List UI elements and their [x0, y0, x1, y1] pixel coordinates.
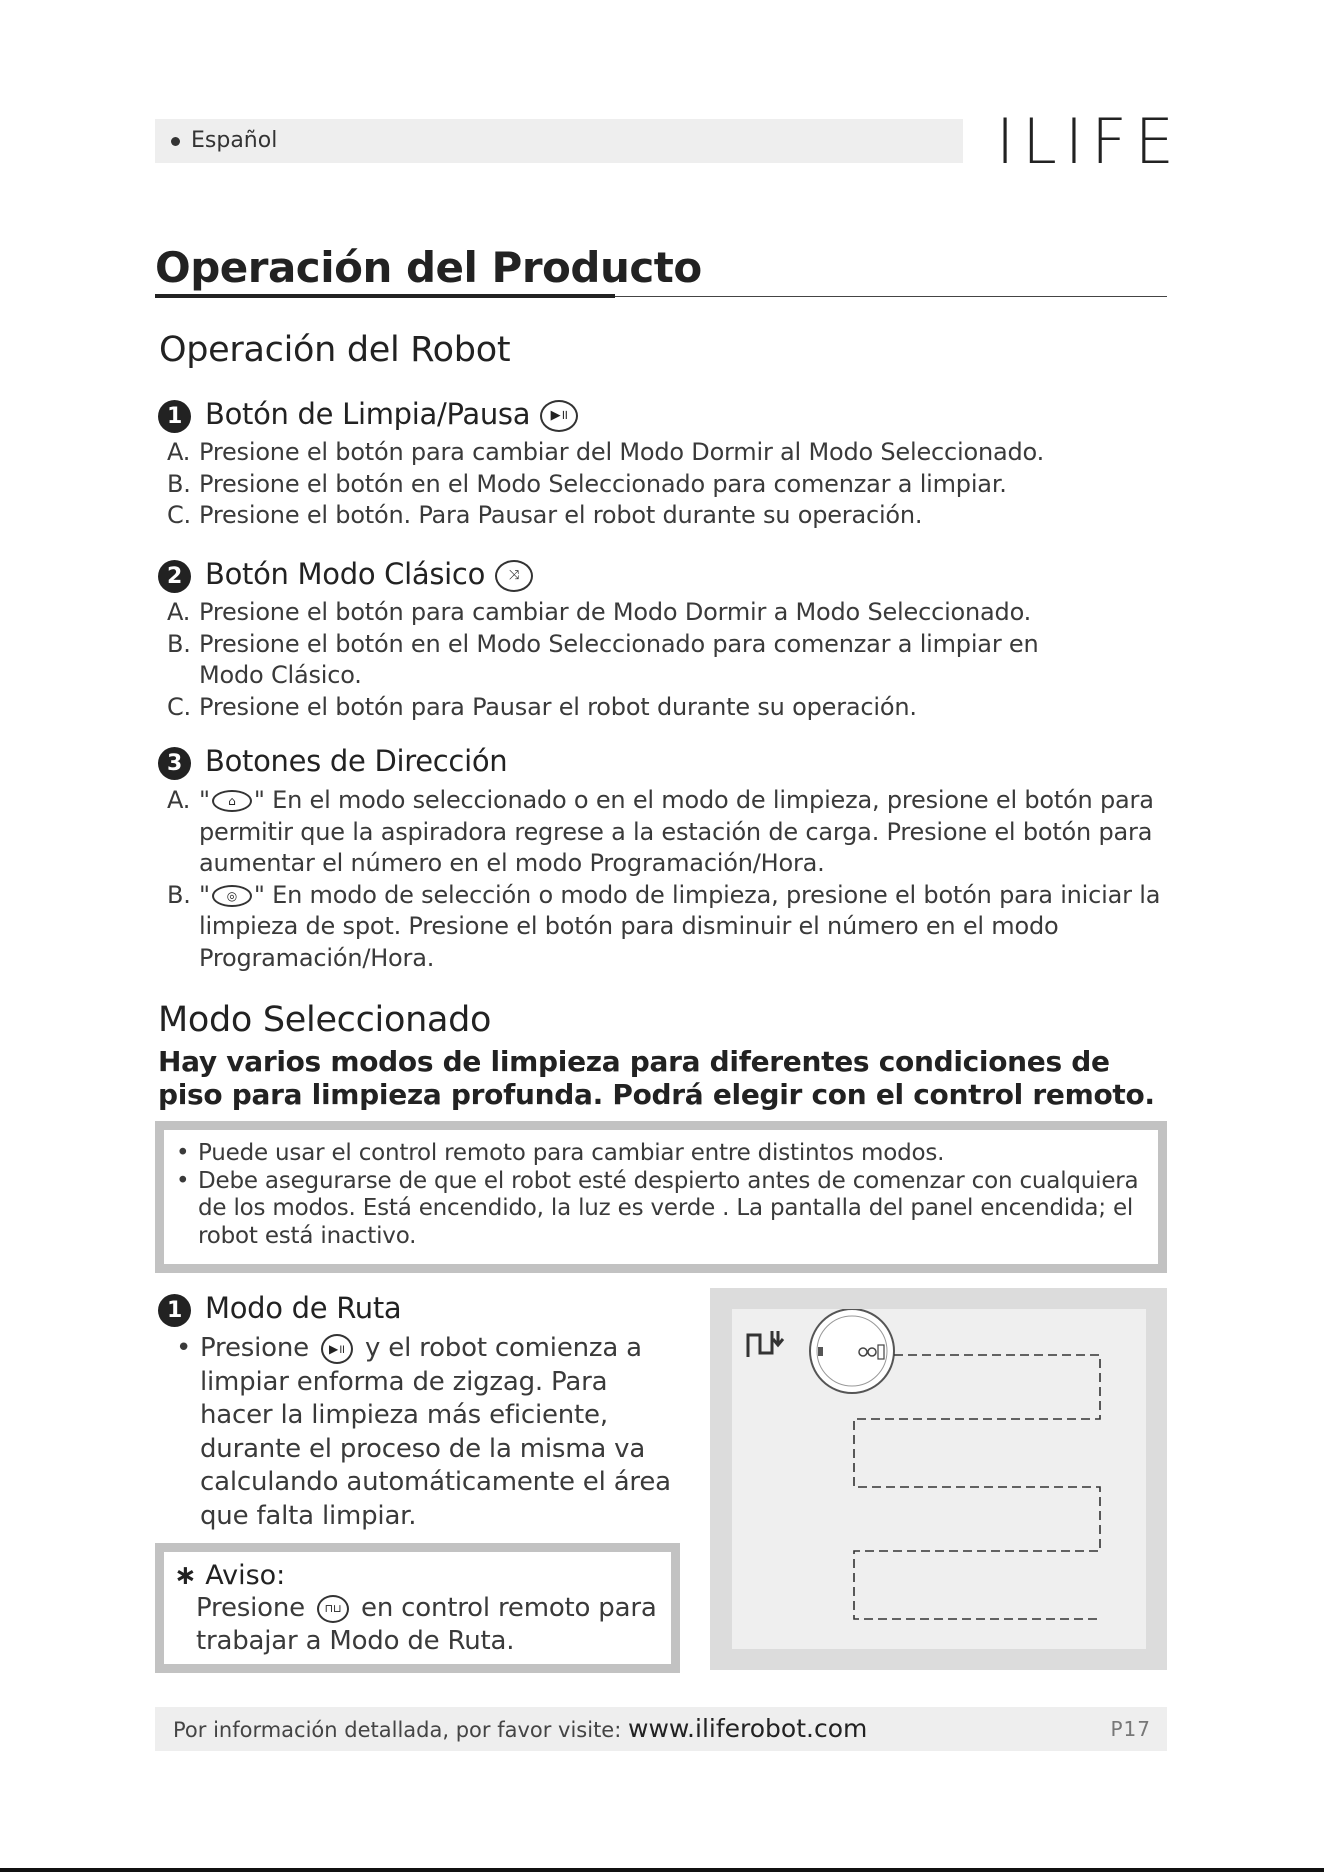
button-1-title: Botón de Limpia/Pausa — [205, 397, 531, 431]
route-mode-icon — [748, 1331, 783, 1357]
list-item: A. Presione el botón para cambiar de Modo Dormir a Modo Seleccionado. — [167, 598, 1032, 626]
button-1-list — [167, 437, 1167, 532]
zigzag-path-illustration — [732, 1309, 1146, 1649]
home-button-icon: ⌂ — [212, 790, 252, 812]
notice-box: ∗ Aviso: Presione ⊓⊔ en control remoto para trabajar a Modo de Ruta. — [155, 1543, 680, 1673]
bottom-edge — [0, 1868, 1324, 1872]
number-badge: 2 — [158, 560, 191, 593]
button-2-heading — [158, 556, 533, 593]
route-mode-title: Modo de Ruta — [205, 1291, 402, 1325]
robot-section-heading: Operación del Robot — [159, 330, 511, 370]
list-item: • Presione ▶॥ y el robot comienza a limpiar enforma de zigzag. Para hacer la limpieza más eficiente, durante el proceso de la misma va calculando automáticamente el área que falta limpiar. — [176, 1333, 671, 1531]
note-item: • Puede usar el control remoto para cambiar entre distintos modos. — [176, 1140, 945, 1166]
notice-text: Presione ⊓⊔ en control remoto para trabajar a Modo de Ruta. — [196, 1593, 657, 1656]
play-pause-icon: ▶॥ — [321, 1334, 353, 1364]
list-item: B. " ◎ " En modo de selección o modo de limpieza, presione el botón para iniciar la limpieza de spot. Presione el botón para disminuir el número en el modo Programación/Hora. — [167, 880, 1161, 972]
title-underline — [155, 294, 615, 298]
shuffle-icon: ⤨ — [495, 560, 533, 592]
notice-title: Aviso: — [205, 1560, 286, 1591]
list-item: A. " ⌂ " En el modo seleccionado o en el modo de limpieza, presione el botón para permitir que la aspiradora regrese a la estación de carga. Presione el botón para aumentar el número en el modo Programación/Hora. — [167, 786, 1154, 877]
robot-vacuum-icon — [810, 1309, 894, 1393]
page-title: Operación del Producto — [155, 243, 702, 292]
button-3-list — [167, 785, 1167, 974]
list-item: B. Presione el botón en el Modo Seleccionado para comenzar a limpiar en Modo Clásico. — [167, 629, 1039, 689]
route-mode-icon: ⊓⊔ — [317, 1595, 349, 1623]
button-3-heading — [158, 743, 507, 780]
route-description — [176, 1332, 686, 1533]
list-item: C. Presione el botón. Para Pausar el robot durante su operación. — [167, 501, 923, 529]
footer-text: Por información detallada, por favor visite: — [173, 1718, 622, 1742]
play-pause-icon: ▶॥ — [540, 400, 578, 432]
list-item: C. Presione el botón para Pausar el robot durante su operación. — [167, 692, 917, 721]
number-badge: 1 — [158, 400, 191, 433]
zigzag-path — [854, 1355, 1100, 1619]
route-mode-heading — [158, 1290, 401, 1327]
footer-bar — [155, 1707, 1167, 1751]
mode-section-subtitle: Hay varios modos de limpieza para diferentes condiciones de piso para limpieza profunda. Podrá elegir con el control remoto. — [158, 1045, 1155, 1111]
list-item: B. Presione el botón en el Modo Seleccionado para comenzar a limpiar. — [167, 469, 1007, 498]
number-badge: 3 — [158, 747, 191, 780]
zigzag-diagram — [732, 1309, 1146, 1649]
language-label: Español — [191, 128, 278, 153]
note-item: • Debe asegurarse de que el robot esté despierto antes de comenzar con cualquiera de los modos. Está encendido, la luz es verde . La pantalla del panel encendida; el robot está inactivo. — [176, 1167, 1139, 1249]
button-2-list — [167, 597, 1047, 723]
notes-box — [155, 1121, 1167, 1273]
spot-button-icon: ◎ — [212, 885, 252, 907]
number-badge: 1 — [158, 1294, 191, 1327]
page-number: P17 — [1110, 1717, 1151, 1741]
language-bar — [155, 119, 963, 163]
list-item: A. Presione el botón para cambiar del Modo Dormir al Modo Seleccionado. — [167, 438, 1045, 466]
button-1-heading — [158, 396, 578, 433]
button-2-title: Botón Modo Clásico — [205, 557, 486, 591]
mode-section-heading: Modo Seleccionado — [158, 1000, 492, 1040]
button-3-title: Botones de Dirección — [205, 744, 508, 778]
website-link[interactable]: www.iliferobot.com — [628, 1714, 868, 1743]
brand-logo: ILIFE — [996, 105, 1182, 178]
